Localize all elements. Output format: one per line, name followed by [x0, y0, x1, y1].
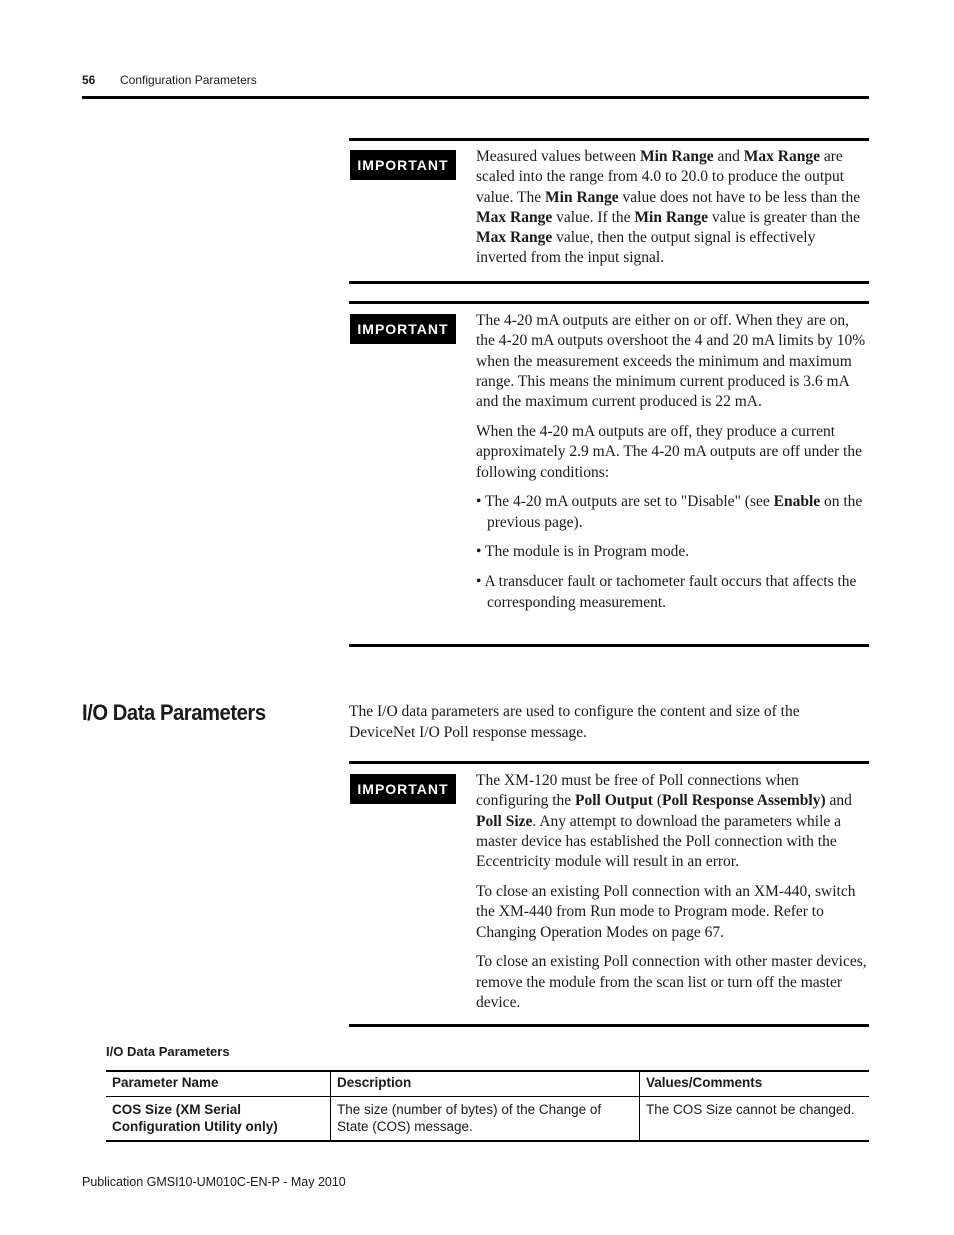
- table-column-divider: [330, 1072, 331, 1140]
- section-heading: I/O Data Parameters: [82, 700, 266, 725]
- table-header-values: Values/Comments: [646, 1075, 763, 1090]
- section-intro: The I/O data parameters are used to configure the content and size of the DeviceNet I/O Poll response message.: [349, 703, 800, 741]
- important-bottom-rule: [349, 1024, 869, 1027]
- table-header-rule: [106, 1096, 869, 1097]
- paragraph: The 4-20 mA outputs are either on or off. When they are on, the 4-20 mA outputs overshoot the 4 and 20 mA limits by 10% when the measurement exceeds the minimum and maximum range. This means the minimum current produced is 3.6 mA and the maximum current produced is 22 mA.: [476, 312, 866, 411]
- table-bottom-rule: [106, 1140, 869, 1142]
- important-box-1-text: Measured values between Min Range and Max Range are scaled into the range from 4.0 to 20.0 to produce the output value. The Min Range value does not have to be less than the Max Range value. If the Min Range value is greater than the Max Range value, then the output signal is effectively inverted from the input signal.: [476, 148, 861, 267]
- page-number: 56: [82, 73, 96, 87]
- bullet-item: • The module is in Program mode.: [476, 543, 690, 561]
- table-caption: I/O Data Parameters: [106, 1044, 230, 1059]
- bullet-item: • A transducer fault or tachometer fault occurs that affects the corresponding measurement.: [476, 573, 857, 611]
- important-bottom-rule: [349, 281, 869, 284]
- table-top-rule: [106, 1070, 869, 1072]
- important-top-rule: [349, 301, 869, 304]
- paragraph: To close an existing Poll connection with other master devices, remove the module from the scan list or turn off the master device.: [476, 953, 867, 1011]
- table-cell-parameter: COS Size (XM Serial Configuration Utility only): [112, 1102, 278, 1134]
- important-bottom-rule: [349, 644, 869, 647]
- important-top-rule: [349, 761, 869, 764]
- table-cell-values: The COS Size cannot be changed.: [646, 1102, 855, 1117]
- important-label: IMPORTANT: [350, 774, 456, 804]
- important-top-rule: [349, 138, 869, 141]
- table-header-description: Description: [337, 1075, 412, 1090]
- paragraph: When the 4-20 mA outputs are off, they produce a current approximately 2.9 mA. The 4-20 mA outputs are off under the following conditions:: [476, 422, 862, 481]
- running-header: Configuration Parameters: [120, 73, 257, 87]
- important-box-3-text: The XM-120 must be free of Poll connections when configuring the Poll Output (Poll Response Assembly) and Poll Size. Any attempt to download the parameters while a master device has established the Poll connection with the Eccentricity module will result in an error. To close an existing Poll connection with an XM-440, switch the XM-440 from Run mode to Program mode. Refer to Changing Operation Modes on page 67. To close an existing Poll connection with other master devices, remove the module from the scan list or turn off the master device.: [476, 771, 868, 1013]
- bullet-item: • The 4-20 mA outputs are set to "Disable" (see Enable on the previous page).: [476, 493, 863, 531]
- header-rule: [82, 96, 869, 99]
- table-cell-description: The size (number of bytes) of the Change of State (COS) message.: [337, 1102, 602, 1134]
- important-label: IMPORTANT: [350, 314, 456, 344]
- important-label: IMPORTANT: [350, 150, 456, 180]
- table-header-parameter: Parameter Name: [112, 1075, 219, 1090]
- important-box-2-text: [476, 311, 868, 613]
- publication-footer: Publication GMSI10-UM010C-EN-P - May 2010: [82, 1175, 346, 1189]
- table-column-divider: [639, 1072, 640, 1140]
- paragraph: To close an existing Poll connection with an XM-440, switch the XM-440 from Run mode to Program mode. Refer to Changing Operation Modes on page 67.: [476, 882, 856, 941]
